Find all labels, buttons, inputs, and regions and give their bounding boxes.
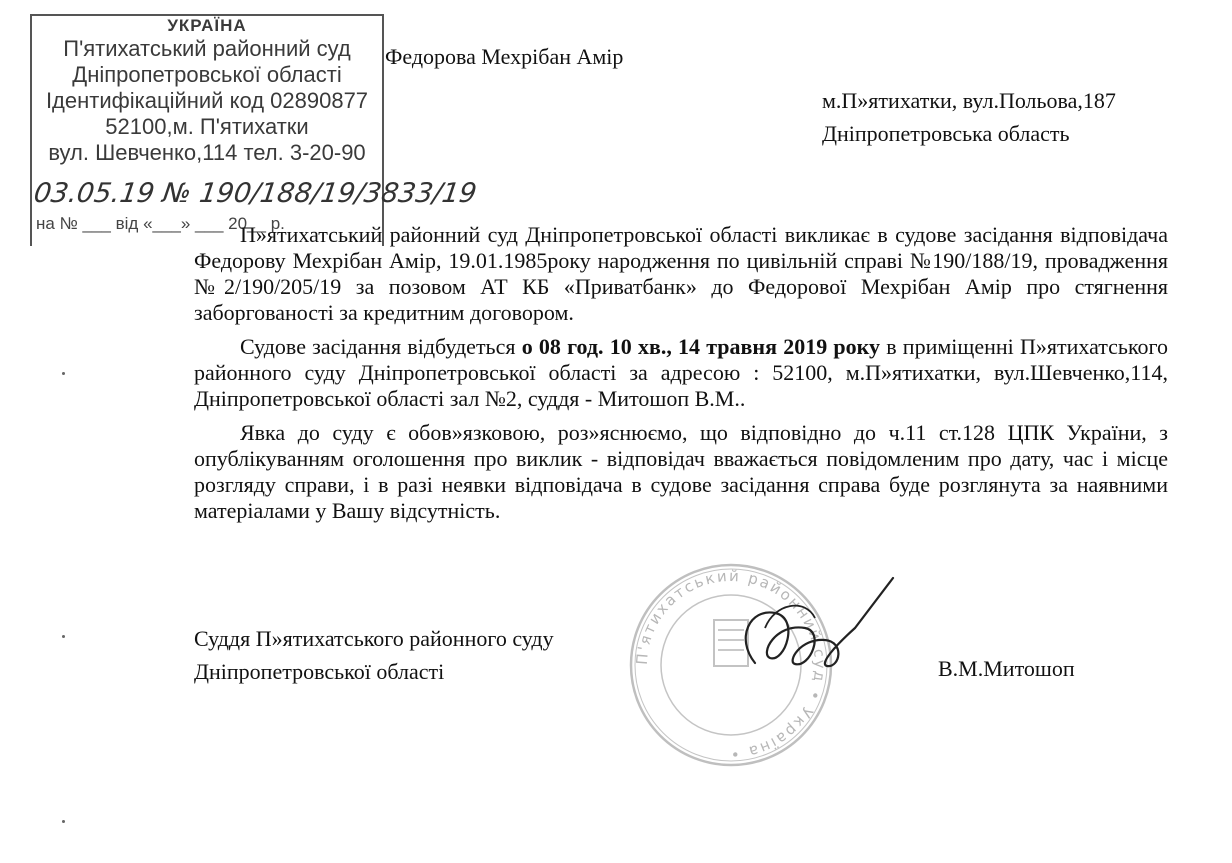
hearing-location: в приміщенні П»ятихатського районного суду Дніпропетровської області за адресою : 52100, м.П»ятихатки, вул.Шевченко,114, Дніпропетровської області зал №2, суддя - Митошоп В.М.. [194, 334, 1168, 411]
stamp-court-name: П'ятихатський районний суд [63, 36, 351, 62]
paragraph-attendance: Явка до суду є обов»язковою, роз»яснюємо, що відповідно до ч.11 ст.128 ЦПК України, з опублікуванням оголошення про виклик - відповідач вважається повідомленим про дату, час і місце розгляду справи, і в разі неявки відповідача в судове засідання справа буде розглянута за наявними матеріалами у Вашу відсутність. [194, 420, 1168, 523]
stamp-footer: на № ___ від «___» ___ 20__ р. [36, 214, 285, 233]
summons-body [194, 222, 1168, 532]
scan-dot [62, 372, 65, 375]
stamp-postal: 52100,м. П'ятихатки [105, 113, 309, 139]
stamp-region: Дніпропетровської області [72, 62, 342, 87]
addressee-name: Федорова Мехрібан Амір [385, 44, 624, 69]
registration-stamp [30, 14, 479, 246]
hearing-intro: Судове засідання відбудеться [240, 334, 522, 359]
stamp-registration-number: 03.05.19 № 190/188/19/3833/19 [31, 178, 479, 209]
hearing-datetime: о 08 год. 10 хв., 14 травня 2019 року [521, 334, 881, 359]
handwritten-signature [715, 568, 905, 688]
address-line-1: м.П»ятихатки, вул.Польова,187 [822, 88, 1116, 113]
address-line-2: Дніпропетровська область [822, 121, 1070, 146]
judge-signature-block [194, 622, 554, 688]
scan-dot [62, 820, 65, 823]
paragraph-summons: П»ятихатський районний суд Дніпропетровської області викликає в судове засідання відповідача Федорову Мехрібан Амір, 19.01.1985року народження по цивільній справі №190/188/19, провадження №2/190/205/19 за позовом АТ КБ «Приватбанк» до Федорової Мехрібан Амір про стягнення заборгованості за кредитним договором. [194, 222, 1168, 325]
judge-title-line-1: Суддя П»ятихатського районного суду [194, 626, 554, 651]
scan-dot [62, 635, 65, 638]
stamp-country: УКРАЇНА [167, 16, 247, 35]
judge-title-line-2: Дніпропетровської області [194, 659, 445, 684]
stamp-id-code: Ідентифікаційний код 02890877 [45, 87, 369, 113]
stamp-street-phone: вул. Шевченко,114 тел. 3-20-90 [48, 139, 366, 165]
seal-text: П'ятихатський районний суд • Україна • [632, 566, 830, 764]
addressee-address [822, 84, 1116, 150]
judge-name: В.М.Митошоп [938, 656, 1075, 681]
paragraph-hearing [194, 334, 1168, 412]
